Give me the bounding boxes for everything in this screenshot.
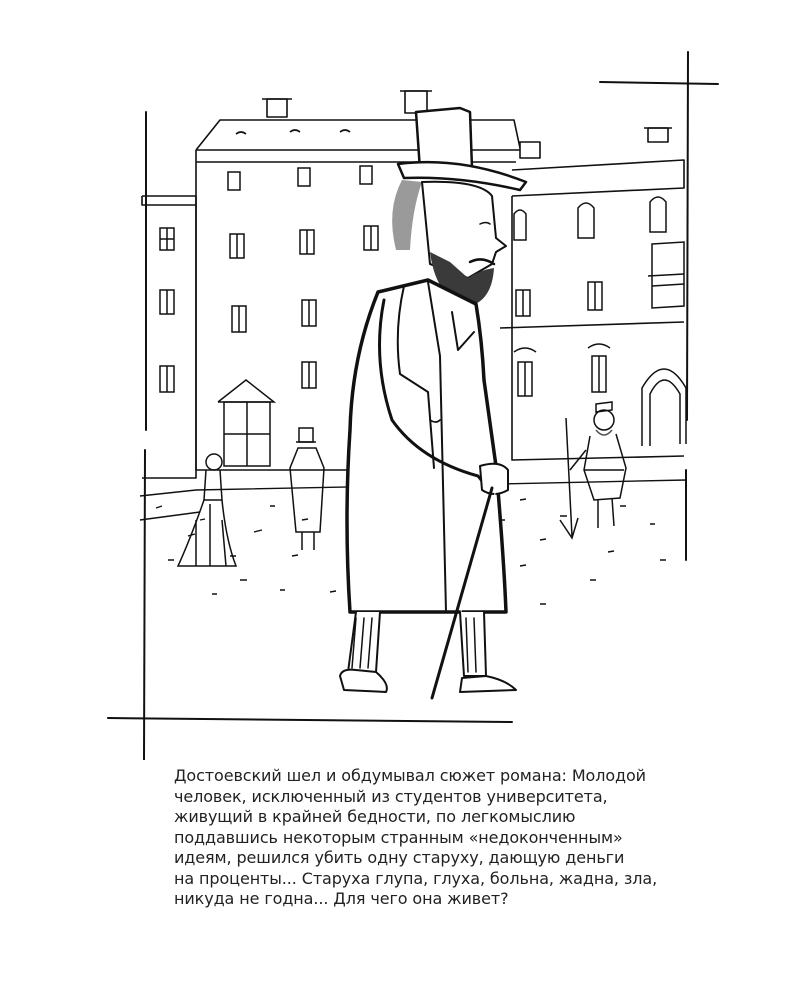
caption-text: [174, 766, 694, 910]
frame-line-bottom: [108, 718, 512, 722]
caption-line: человек, исключенный из студентов университета,: [174, 786, 608, 806]
caption-line: поддавшись некоторым странным «недоконченным»: [174, 827, 623, 847]
caption-line: живущий в крайней бедности, по легкомыслию: [174, 807, 576, 826]
frame-line-top: [600, 82, 718, 84]
janitor-figure: [560, 402, 626, 538]
caption-line: идеям, решился убить одну старуху, дающую деньги: [174, 848, 625, 867]
frame-line-right: [686, 52, 688, 560]
main-figure: [340, 108, 526, 698]
caption-line: Достоевский шел и обдумывал сюжет романа: Молодой: [174, 766, 646, 785]
caption-line: на проценты... Старуха глупа, глуха, больна, жадна, зла,: [174, 868, 658, 888]
gentleman-figure: [290, 428, 324, 550]
frame-line-left: [144, 112, 146, 760]
caption-line: никуда не годна... Для чего она живет?: [174, 889, 509, 908]
